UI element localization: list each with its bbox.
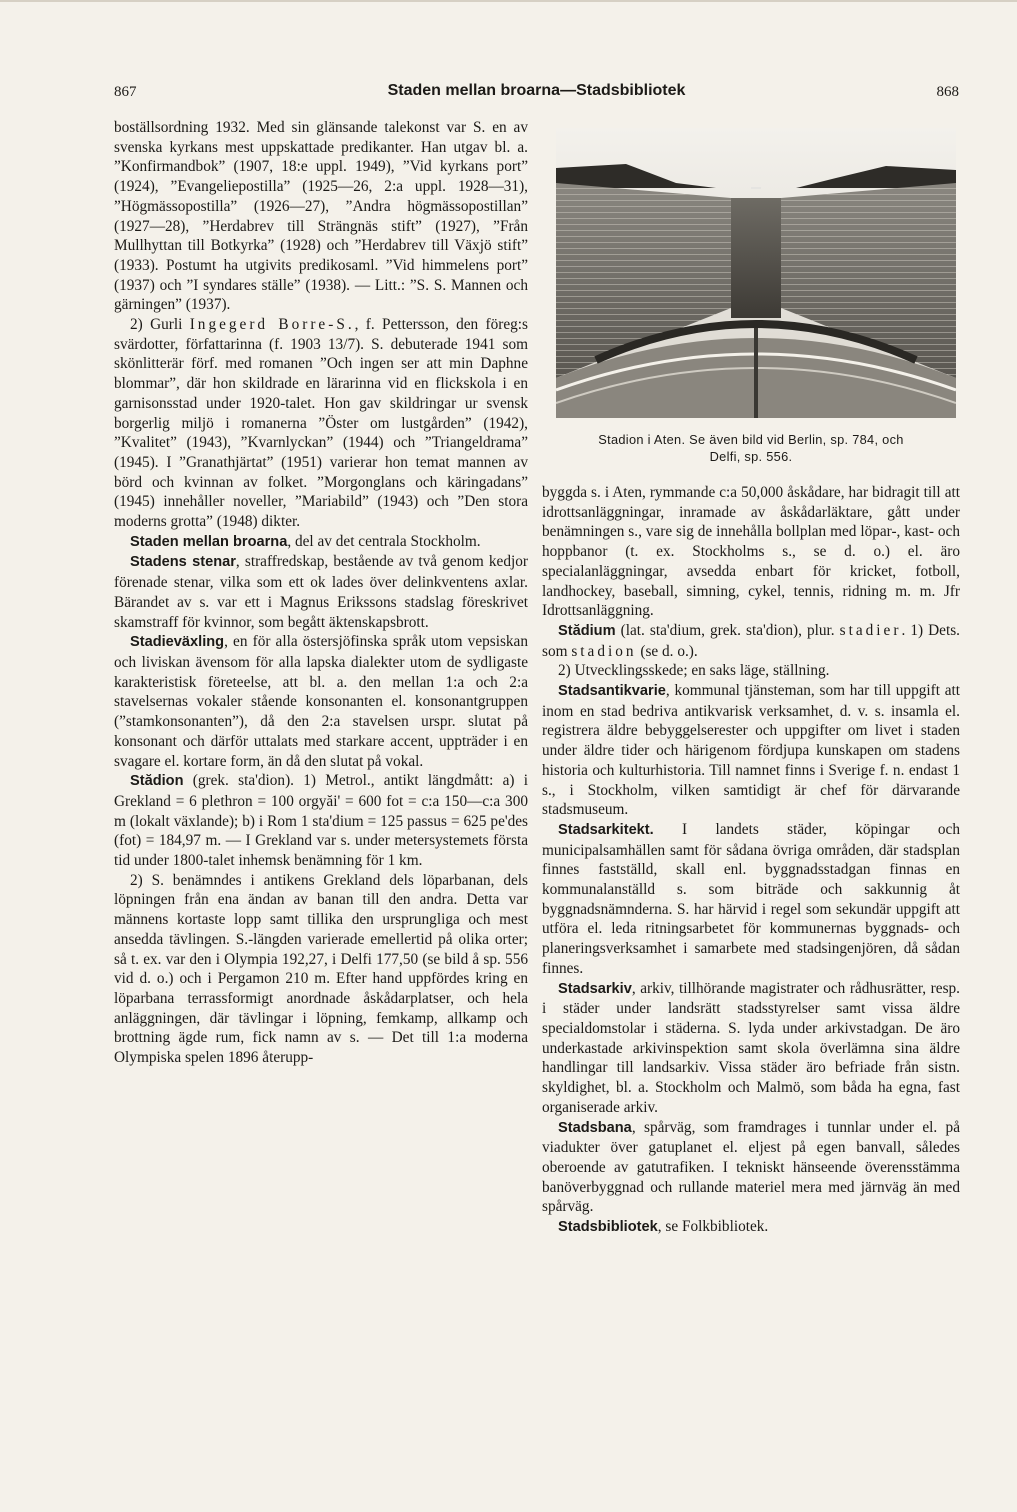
running-head: Staden mellan broarna—Stadsbibliotek [387,82,686,99]
left-column [114,118,528,1068]
paragraph: 2) S. benämndes i antikens Grekland dels löparbanan, dels löpningen från ena ändan av banan till den andra. Detta var männens kortaste lopp samt tillika den ursprungliga och mest ansedda tävlingen. S.-längden varierade emellertid på olika orter; så t. ex. var den i Olympia 192,27, i Delfi 177,50 (se bild å sp. 556 vid d. o.) och i Pergamon 210 m. Efter hand uppfördes kring en löparbana terrassformigt anordnade åskådarplatser, och hela anläggningen, där tävlingar i löpning, femkamp, allkamp och brottning ägde rum, fick namn av s. — Det till 1:a moderna Olympiska spelen 1896 återupp- [114,871,528,1067]
entry: Stădium (lat. sta'dium, grek. sta'dion), plur. stadier. 1) Dets. som stadion (se d. o.). [542,621,960,660]
entry-headword: Stadsbibliotek [558,1219,658,1236]
paragraph: 2) Utvecklingsskede; en saks läge, ställning. [558,662,830,680]
entry-headword: Stadieväxling [130,634,225,651]
entry-headword: Stadsarkitekt. [558,821,654,838]
entry: Stadsbibliotek, se Folkbibliotek. [558,1218,769,1236]
entry: Stadieväxling, en för alla östersjöfinska språk utom vepsiskan och liviskan ävensom för alla lapska dialekter utom de sydligaste karakteristisk företeelse, att bl. a. den mellan 1:a och 2:a stavelsernas vokaler stående konsonanten el. konsonantgruppen (”stamkonsonanten”), då den 2:a stavelsen urspr. slutat på konsonant och därför uttalats med starkare accent, uppträder i en svagare el. kortare form, än då den slutat på vokal. [114,633,528,770]
entry: Stadsarkitekt. I landets städer, köpingar och municipalsamhällen samt för sådana övriga områden, där stadsplan finnes fastställd, skall enl. byggnadsstadgan finnas en kommunalanställd s. som biträde och sakkunnig åt byggnadsnämnderna. S. har härvid i regel som sekundär uppgift att utföra el. leda ritningsarbetet för kommunernas byggnads- och planeringsverksamhet i samarbete med stadsingenjören, då sådan finnes. [542,820,960,977]
entry-headword: Stadsbana [558,1119,632,1136]
figure-caption: Stadion i Aten. Se även bild vid Berlin, sp. 784, och Delfi, sp. 556. [598,432,904,464]
entry-headword: Stădion [130,773,184,790]
entry-headword: Staden mellan broarna [130,533,288,550]
page-header [114,80,959,110]
entry-headword: Stădium [558,622,616,639]
entry-headword: Stadsarkiv [558,980,632,997]
page-number-left: 867 [114,84,137,100]
entry-headword: Stadsantikvarie [558,683,666,700]
entry: Stadsantikvarie, kommunal tjänsteman, som har till uppgift att inom en stad bedriva antikvarisk verksamhet, d. v. s. insamla el. registrera äldre bebyggelserester och uppgifter om livet i staden under äldre tider och härigenom fördjupa kunskapen om stadens historia och kulturhistoria. Till namnet finns i Sverige f. n. endast 1 s., i Stockholm, vilken samtidigt är chef för därvarande stadsmuseum. [542,682,960,819]
entry: Stadens stenar, straffredskap, bestående av två genom kedjor förenade stenar, vilka som ett ok lades över delinkventens axlar. Bärandet av s. var ett i Magnus Erikssons stadslag föreskrivet skamstraff för kvinnor, som begått äktenskapsbrott. [114,553,528,631]
entry-headword: Stadens stenar [130,554,236,571]
entry: Stădion (grek. sta'dion). 1) Metrol., antikt längdmått: a) i Grekland = 6 plethron = 100 orgyăi' = 600 fot = c:a 150—c:a 300 m (lokalt växlande); b) i Rom 1 sta'dium = 125 passus = 625 pe'des (fot) = 184,97 m. — I Grekland var s. under metersystemets första tid under 1800-talet inhemsk benämning för 1 km. [114,772,528,870]
page-number-right: 868 [936,84,959,100]
paragraph: 2) Gurli Ingegerd Borre-S., f. Pettersson, den föreg:s svärdotter, författarinna (f. 1903 13/7). S. debuterade 1941 som skönlitterär förf. med romanen ”Och ingen ser att min Daphne blommar”, där hon skildrade en lärarinna vid en flickskola i en garnisonsstad under 1920-talet. Hon gav skildringar ur svensk borgerlig miljö i romanerna ”Öster om lustgården” (1942), ”Kvalitet” (1943), ”Kvarnlyckan” (1944) och ”Triangeldrama” (1945). I ”Granathjärtat” (1951) varierar hon temat mannen av börd och kvinnan av folket. ”Morgonglans och käringadans” (1945) innehåller noveller, ”Mariabild” (1943) och ”Den stora moderns grotta” (1948) dikter. [114,316,528,531]
right-column [542,483,960,1238]
stadium-photo [556,128,956,418]
entry: Stadsbana, spårväg, som framdrages i tunnlar under el. på viadukter över gatuplanet el. eljest på egen banvall, således oberoende av gatutrafiken. I tekniskt hänseende överensstämma banöverbyggnad och rullande materiel mera med järnväg än med spårväg. [542,1118,960,1216]
paragraph: boställsordning 1932. Med sin glänsande talekonst var S. en av svenska kyrkans mest uppskattade predikanter. Han utgav bl. a. ”Konfirmandbok” (1907, 18:e uppl. 1949), ”Vid kyrkans port” (1924), ”Evangeliepostilla” (1925—26, 2:a uppl. 1928—31), ”Högmässopostilla” (1926—27), ”Andra högmässopostillan” (1927—28), ”Herdabrev till Strängnäs stift” (1927), ”Från Mullhyttan till Botkyrka” (1928) och ”Herdabrev till Växjö stift” (1933). Postumt ha utgivits predikosaml. ”Vid himmelens port” (1937) och ”I syndares ställe” (1938). — Litt.: ”S. S. Mannen och gärningen” (1937). [114,119,528,314]
paragraph: byggda s. i Aten, rymmande c:a 50,000 åskådare, har bidragit till att idrottsanläggningar, inramade av åskådarläktare, gått under benämningen s., vare sig de innehålla bollplan med löpar-, kast- och hoppbanor (t. ex. Stockholms s., se d. o.) el. äro specialanläggningar, avsedda enbart för kricket, fotboll, landhockey, baseball, simning, cykel, tennis, ridning m. m. Jfr Idrottsanläggning. [542,484,960,620]
spaced-name: Ingegerd Borre-S. [189,316,355,334]
entry: Staden mellan broarna, del av det centrala Stockholm. [130,532,481,550]
entry: Stadsarkiv, arkiv, tillhörande magistrater och rådhusrätter, resp. i städer under landsrätt stadsstyrelser samt vissa äldre specialdomstolar i städerna. S. lyda under arkivstadgan. De äro underkastade arkivinspektion samt skola överlämna sina äldre handlingar till landsarkiv. Vissa städer äro befriade från sistn. skyldighet, bl. a. Stockholm och Malmö, som båda ha egna, fast organiserade arkiv. [542,979,960,1116]
stadium-illustration [556,128,956,418]
